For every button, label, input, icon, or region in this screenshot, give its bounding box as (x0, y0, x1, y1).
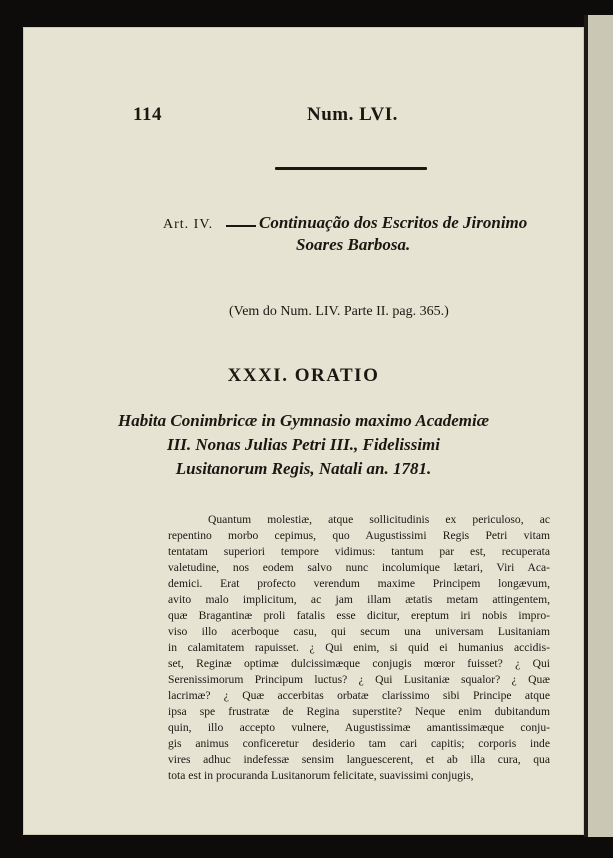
book-page (23, 27, 584, 835)
facing-page-edge (588, 15, 613, 837)
article-dash (226, 225, 256, 227)
article-title-line2: Soares Barbosa. (296, 235, 411, 254)
body-line: ipsa spe frustratæ de Regina superstite? Neque enim dubitandum (168, 705, 550, 718)
article-label: Art. IV. (163, 217, 214, 232)
page-number: 114 (133, 104, 162, 125)
body-line: in calamitatem rapuisset. ¿ Qui enim, si quid ei humanius accidis- (168, 641, 550, 654)
running-head: Num. LVI. (307, 104, 398, 125)
body-line: avito malo implicitum, ac jam illam ætatis metam attingentem, (168, 593, 550, 606)
body-line: Quantum molestiæ, atque sollicitudinis ex periculoso, ac (208, 513, 550, 526)
body-line: valetudine, nos eodem salvo nunc incolumique lætari, Viri Aca- (168, 561, 550, 574)
subheading-line: III. Nonas Julias Petri III., Fidelissimi (166, 435, 440, 454)
body-line: tentatam superiori tempore vidimus: tantum par est, recuperata (168, 545, 550, 558)
subheading-line: Lusitanorum Regis, Natali an. 1781. (175, 459, 432, 478)
body-line: repentino morbo cepimus, quo Augustissimi Regis Petri vitam (168, 529, 550, 542)
oration-heading: XXXI. ORATIO (227, 365, 380, 386)
body-line: gis animus conficeretur desiderio tam cari capitis; corporis inde (168, 737, 550, 750)
body-line: quæ Bragantinæ proli fatalis esse dicitur, ereptum iri nobis impro- (168, 609, 550, 622)
header-rule (275, 167, 427, 170)
body-line: lacrimæ? ¿ Quæ accerbitas orbatæ clarissimo sibi Principe atque (168, 689, 550, 702)
body-line: Serenissimorum Principum luctus? ¿ Qui Lusitaniæ squalor? ¿ Quæ (168, 673, 550, 686)
body-line: viso illo acerboque casu, qui secum una universam Lusitaniam (168, 625, 550, 638)
body-line: quin, illo accepto vulnere, Augustissimæ amantissimæque conju- (168, 721, 550, 734)
body-line: vires adhuc indefessæ sensim languescerent, et ab illa cura, qua (168, 753, 550, 766)
body-line: demici. Erat profecto verendum maxime Principem longævum, (168, 577, 550, 590)
body-line: set, Reginæ optimæ dulcissimæque conjugis mœror fuisset? ¿ Qui (168, 657, 550, 670)
article-title-line1: Continuação dos Escritos de Jironimo (259, 213, 528, 232)
body-line: tota est in procuranda Lusitanorum felicitate, suavissimi conjugis, (168, 769, 474, 782)
subheading-line: Habita Conimbricæ in Gymnasio maximo Academiæ (117, 411, 490, 430)
continuation-reference: (Vem do Num. LIV. Parte II. pag. 365.) (229, 304, 449, 319)
